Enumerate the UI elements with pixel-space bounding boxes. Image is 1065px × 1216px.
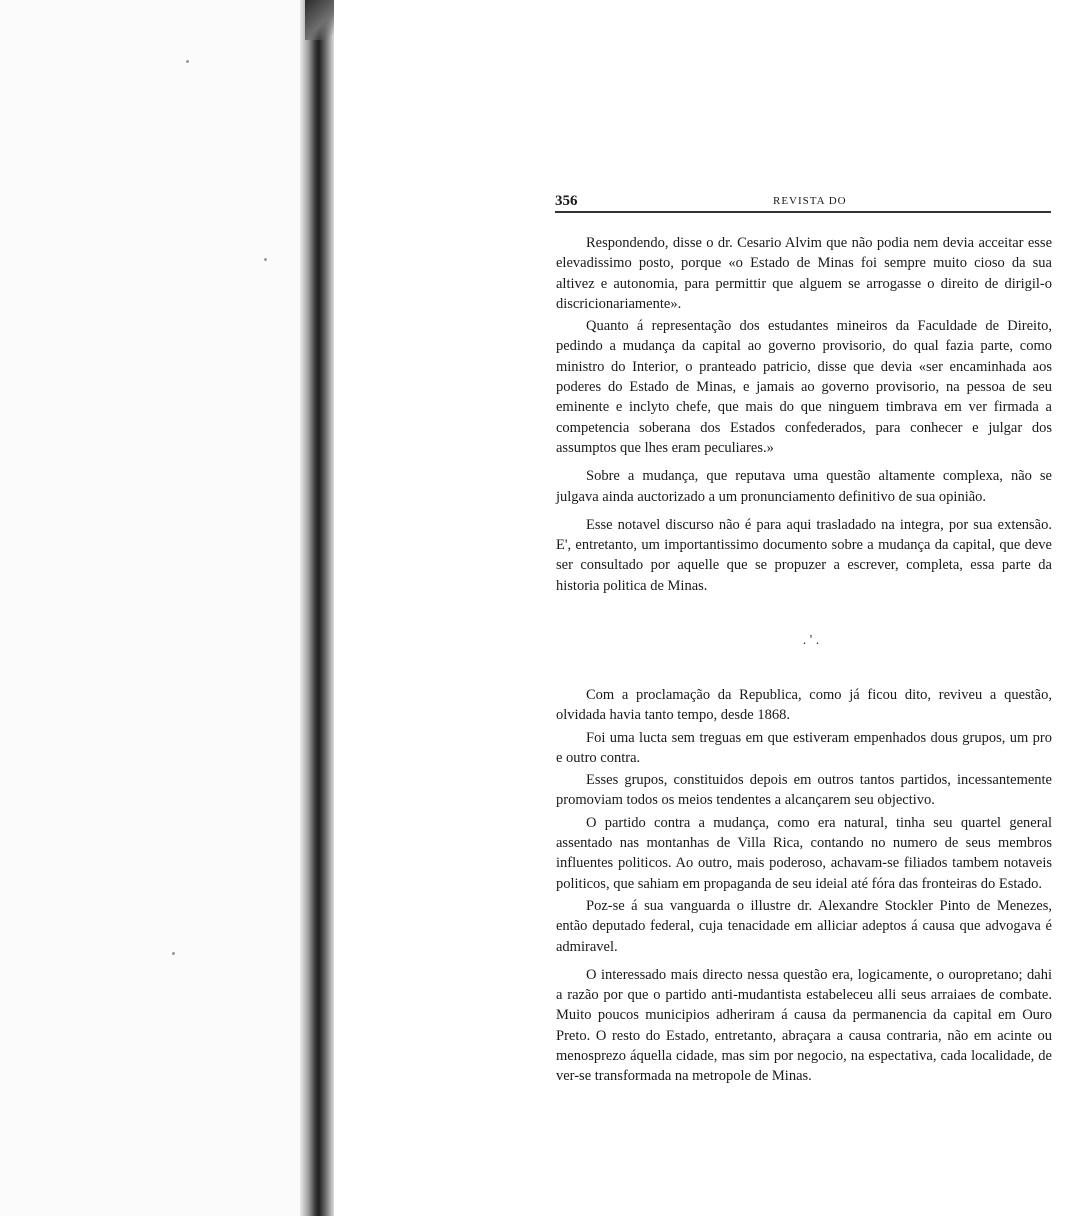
page-number: 356	[555, 193, 578, 209]
paragraph: Quanto á representação dos estudantes mineiros da Faculdade de Direito, pedindo a mudança da capital ao governo provisorio, do qual fazia parte, como ministro do Interior, o pranteado patricio, disse que devia «ser encaminhada aos poderes do Estado de Minas, e jamais ao governo provisorio, na pessoa de seu eminente e inclyto chefe, que mais do que ninguem timbrava em ver firmada a competencia soberana dos Estados confederados, para conhecer e julgar dos assumptos que lhes eram peculiares.»	[556, 318, 1052, 456]
paragraph: Esse notavel discurso não é para aqui trasladado na integra, por sua extensão. E', entretanto, um importantissimo documento sobre a mudança da capital, que deve ser consultado por aquelle que se propuzer a escrever, completa, essa parte da historia politica de Minas.	[556, 516, 1052, 594]
paragraph: O partido contra a mudança, como era natural, tinha seu quartel general assentado nas montanhas de Villa Rica, contando no numero de seus membros influentes politicos. Ao outro, mais poderoso, achavam-se filiados tambem notaveis politicos, que sahiam em propaganda de seu ideial até fóra das fronteiras do Estado.	[556, 814, 1052, 892]
paragraph: Foi uma lucta sem treguas em que estiveram empenhados dous grupos, um pro e outro contra.	[556, 729, 1052, 766]
text-section-1	[556, 233, 1052, 598]
paragraph: Sobre a mudança, que reputava uma questão altamente complexa, não se julgava ainda auctorizado a um pronunciamento definitivo de sua opinião.	[556, 468, 1052, 505]
section-separator: . ' .	[802, 633, 820, 648]
left-blank-page	[0, 0, 312, 1216]
paper-speck	[264, 258, 267, 261]
paragraph: O interessado mais directo nessa questão era, logicamente, o ouropretano; dahi a razão por que o partido anti-mudantista estabeleceu alli seus arraiaes de combate. Muito poucos municipios adheriram á causa da permanencia da capital em Ouro Preto. O resto do Estado, entretanto, abraçara a causa contraria, não em acinte ou menosprezo áquella cidade, mas sim por negocio, na espectativa, cada localidade, de ver-se transformada na metropole de Minas.	[556, 966, 1052, 1085]
header-rule	[555, 211, 1051, 213]
book-gutter-shadow	[300, 0, 334, 1216]
paragraph: Respondendo, disse o dr. Cesario Alvim que não podia nem devia acceitar esse elevadissimo posto, porque «o Estado de Minas foi sempre muito cioso da sua altivez e autonomia, para permittir que alguem se arrogasse o direito de dirigil-o discricionariamente».	[556, 235, 1052, 312]
paper-speck	[172, 952, 175, 955]
running-head	[555, 193, 1051, 213]
text-section-2	[556, 685, 1052, 1089]
paragraph: Com a proclamação da Republica, como já ficou dito, reviveu a questão, olvidada havia tanto tempo, desde 1868.	[556, 687, 1052, 724]
paragraph: Esses grupos, constituidos depois em outros tantos partidos, incessantemente promoviam todos os meios tendentes a alcançarem seu objectivo.	[556, 772, 1052, 809]
paragraph: Poz-se á sua vanguarda o illustre dr. Alexandre Stockler Pinto de Menezes, então deputado federal, cuja tenacidade em alliciar adeptos á causa que advogava é admiravel.	[556, 897, 1052, 955]
paper-speck	[186, 60, 189, 63]
journal-title: REVISTA DO	[773, 195, 847, 207]
